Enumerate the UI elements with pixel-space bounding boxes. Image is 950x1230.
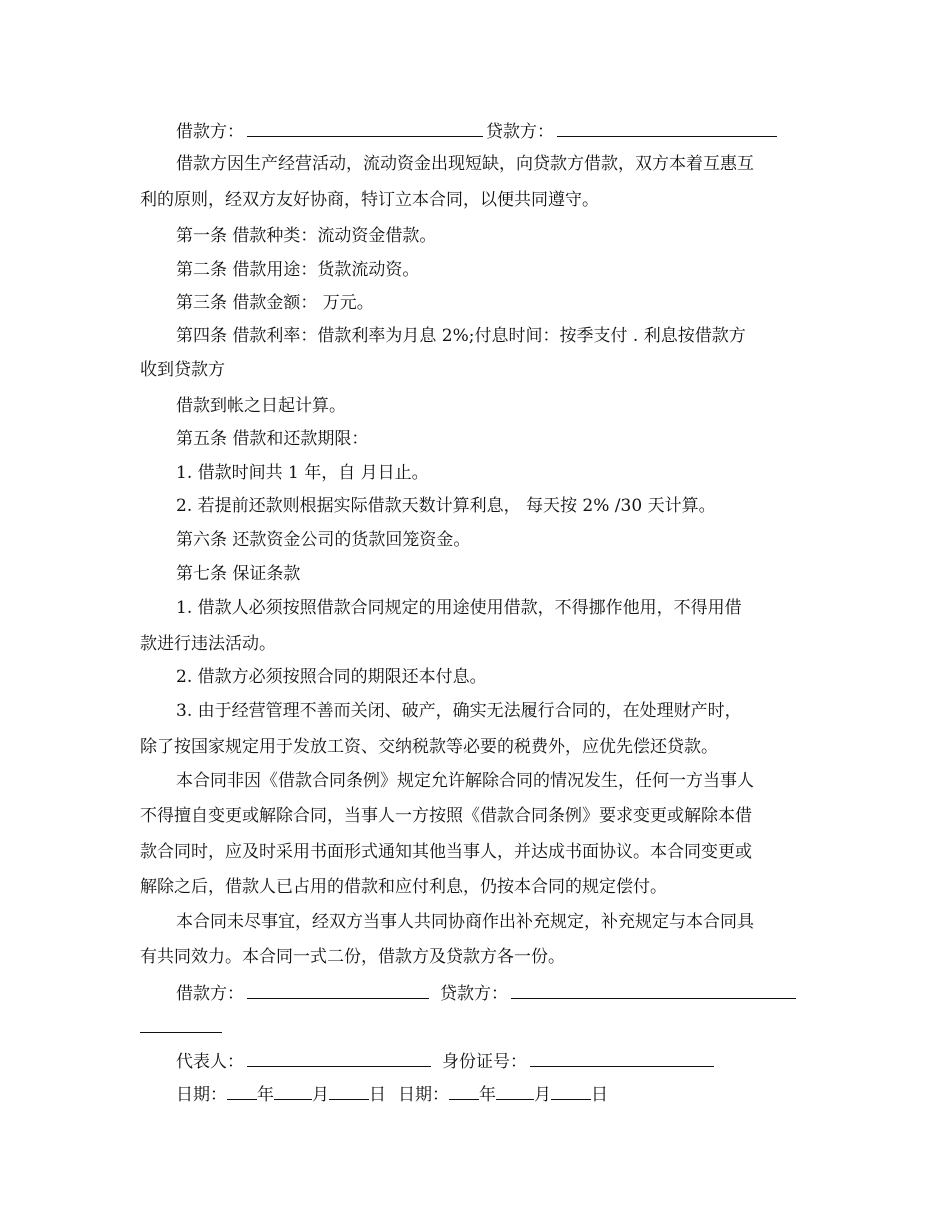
date-label-1: 日期： <box>176 1085 227 1105</box>
date-1-month-unit: 月 <box>312 1085 329 1105</box>
date-1-year-blank <box>227 1084 257 1100</box>
signature-parties-line <box>176 983 848 1004</box>
intro-line-1: 借款方因生产经营活动，流动资金出现短缺，向贷款方借款，双方本着互惠互 <box>176 154 754 174</box>
article-7-item-1-line-1: 1. 借款人必须按照借款合同规定的用途使用借款，不得挪作他用，不得用借 <box>176 598 742 618</box>
representative-line <box>176 1051 848 1072</box>
article-4-line-1: 第四条 借款利率：借款利率为月息 2%;付息时间：按季支付 . 利息按借款方 <box>176 326 746 346</box>
header-parties-line <box>176 121 848 142</box>
signature-lender-blank <box>511 983 796 999</box>
change-clause-line-2: 不得擅自变更或解除合同，当事人一方按照《借款合同条例》要求变更或解除本借 <box>140 806 752 826</box>
date-2-day-unit: 日 <box>591 1085 608 1105</box>
article-5: 第五条 借款和还款期限： <box>176 429 369 449</box>
signature-lender-blank-continuation <box>140 1032 222 1033</box>
date-line <box>176 1084 848 1105</box>
article-7-item-2: 2. 借款方必须按照合同的期限还本付息。 <box>176 667 487 687</box>
article-7-item-3-line-2: 除了按国家规定用于发放工资、交纳税款等必要的税费外，应优先偿还贷款。 <box>140 737 718 757</box>
misc-clause-line-1: 本合同未尽事宜，经双方当事人共同协商作出补充规定，补充规定与本合同具 <box>176 912 754 932</box>
article-7-item-3-line-1: 3. 由于经营管理不善而关闭、破产，确实无法履行合同的，在处理财产时， <box>176 701 742 721</box>
change-clause-line-3: 款合同时，应及时采用书面形式通知其他当事人，并达成书面协议。本合同变更或 <box>140 842 752 862</box>
article-1: 第一条 借款种类：流动资金借款。 <box>176 226 437 246</box>
representative-blank <box>247 1051 431 1067</box>
header-lender-label: 贷款方： <box>486 122 554 142</box>
article-5-item-1: 1. 借款时间共 1 年，自 月日止。 <box>176 463 429 483</box>
article-5-item-2: 2. 若提前还款则根据实际借款天数计算利息， 每天按 2% /30 天计算。 <box>176 496 716 516</box>
article-3: 第三条 借款金额： 万元。 <box>176 293 374 313</box>
change-clause-line-1: 本合同非因《借款合同条例》规定允许解除合同的情况发生，任何一方当事人 <box>176 771 754 791</box>
date-2-month-unit: 月 <box>534 1085 551 1105</box>
intro-line-2: 利的原则，经双方友好协商，特订立本合同，以便共同遵守。 <box>140 190 599 210</box>
date-1-year-unit: 年 <box>257 1085 274 1105</box>
date-1-day-blank <box>329 1084 369 1100</box>
signature-lender-label: 贷款方： <box>440 984 508 1004</box>
date-2-month-blank <box>496 1084 534 1100</box>
article-6: 第六条 还款资金公司的货款回笼资金。 <box>176 530 471 550</box>
header-borrower-blank <box>247 121 483 137</box>
signature-borrower-blank <box>247 983 429 999</box>
date-1-month-blank <box>274 1084 312 1100</box>
misc-clause-line-2: 有共同效力。本合同一式二份，借款方及贷款方各一份。 <box>140 947 565 967</box>
signature-borrower-label: 借款方： <box>176 984 244 1004</box>
change-clause-line-4: 解除之后，借款人已占用的借款和应付利息，仍按本合同的规定偿付。 <box>140 877 667 897</box>
header-lender-blank <box>557 121 777 137</box>
representative-label: 代表人： <box>176 1052 244 1072</box>
date-2-day-blank <box>551 1084 591 1100</box>
date-label-2: 日期： <box>398 1085 449 1105</box>
date-2-year-blank <box>449 1084 479 1100</box>
id-number-label: 身份证号： <box>442 1052 527 1072</box>
header-borrower-label: 借款方： <box>176 122 244 142</box>
article-2: 第二条 借款用途：货款流动资。 <box>176 260 420 280</box>
date-2-year-unit: 年 <box>479 1085 496 1105</box>
date-1-day-unit: 日 <box>369 1085 386 1105</box>
article-7: 第七条 保证条款 <box>176 564 301 584</box>
article-4-line-2: 收到贷款方 <box>140 360 225 380</box>
article-4-line-3: 借款到帐之日起计算。 <box>176 396 346 416</box>
id-number-blank <box>530 1051 714 1067</box>
article-7-item-1-line-2: 款进行违法活动。 <box>140 634 276 654</box>
